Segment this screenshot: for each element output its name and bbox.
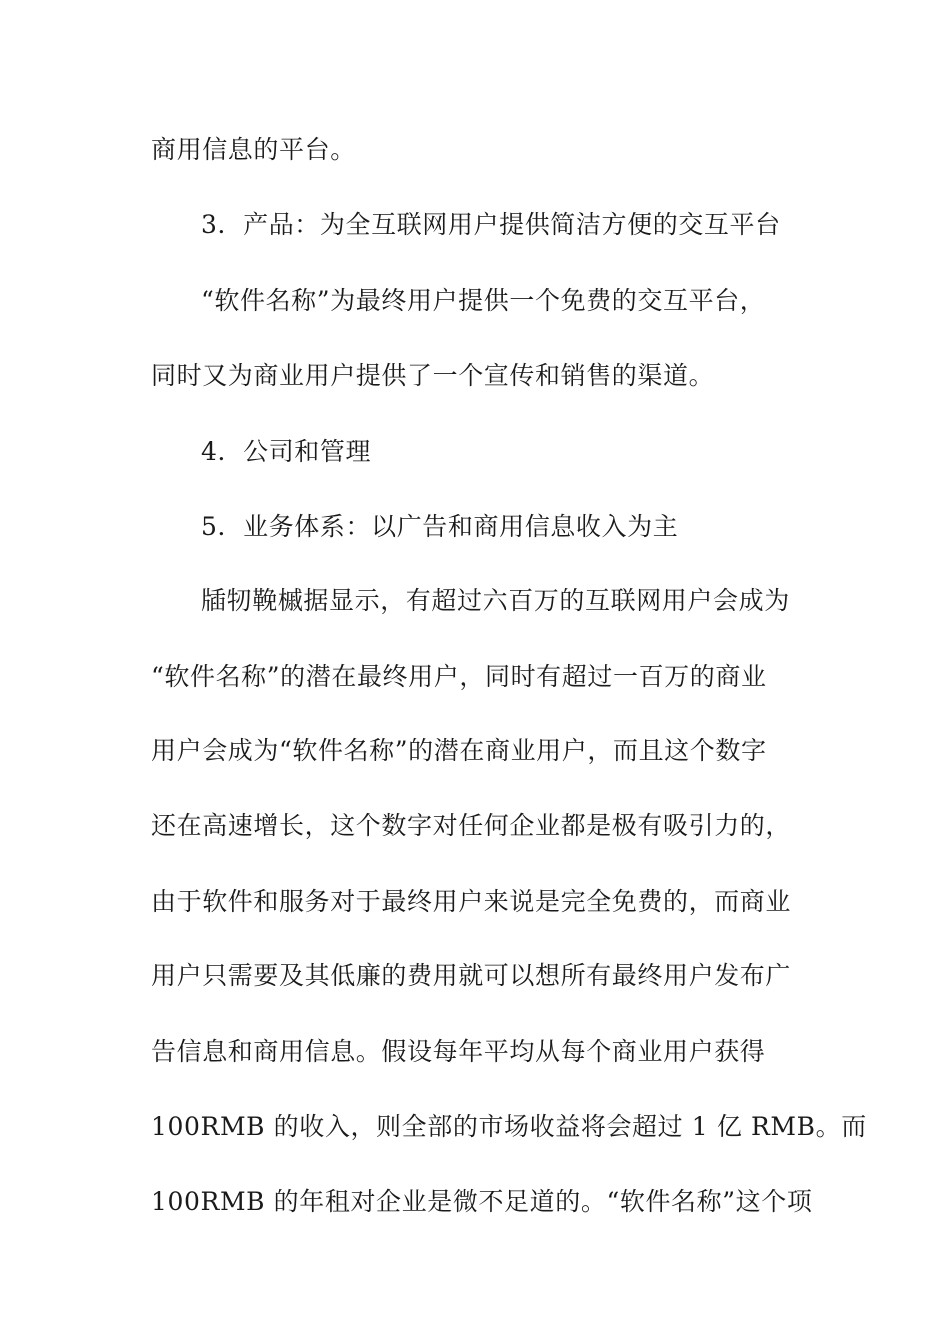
heading-company-management: 4．公司和管理 [201, 437, 372, 466]
paragraph-line-10: 还在高速增长，这个数字对任何企业都是极有吸引力的， [151, 811, 792, 840]
paragraph-line-1: 商用信息的平台。 [151, 135, 356, 164]
paragraph-line-13: 告信息和商用信息。假设每年平均从每个商业用户获得 [151, 1037, 766, 1066]
paragraph-line-12: 用户只需要及其低廉的费用就可以想所有最终用户发布广 [151, 961, 792, 990]
paragraph-line-14: 100RMB 的收入，则全部的市场收益将会超过 1 亿 RMB。而 [151, 1112, 867, 1141]
paragraph-line-7: 牐牣鞔槭据显示，有超过六百万的互联网用户会成为 [201, 586, 790, 615]
paragraph-line-4: 同时又为商业用户提供了一个宣传和销售的渠道。 [151, 361, 715, 390]
heading-product: 3．产品：为全互联网用户提供简洁方便的交互平台 [201, 210, 781, 239]
paragraph-line-9: 用户会成为“软件名称”的潜在商业用户，而且这个数字 [151, 736, 767, 765]
paragraph-line-15: 100RMB 的年租对企业是微不足道的。“软件名称”这个项 [151, 1187, 813, 1216]
heading-business-system: 5．业务体系：以广告和商用信息收入为主 [201, 512, 679, 541]
paragraph-line-3: “软件名称”为最终用户提供一个免费的交互平台， [201, 286, 766, 315]
paragraph-line-8: “软件名称”的潜在最终用户，同时有超过一百万的商业 [151, 662, 767, 691]
paragraph-line-11: 由于软件和服务对于最终用户来说是完全免费的，而商业 [151, 887, 792, 916]
